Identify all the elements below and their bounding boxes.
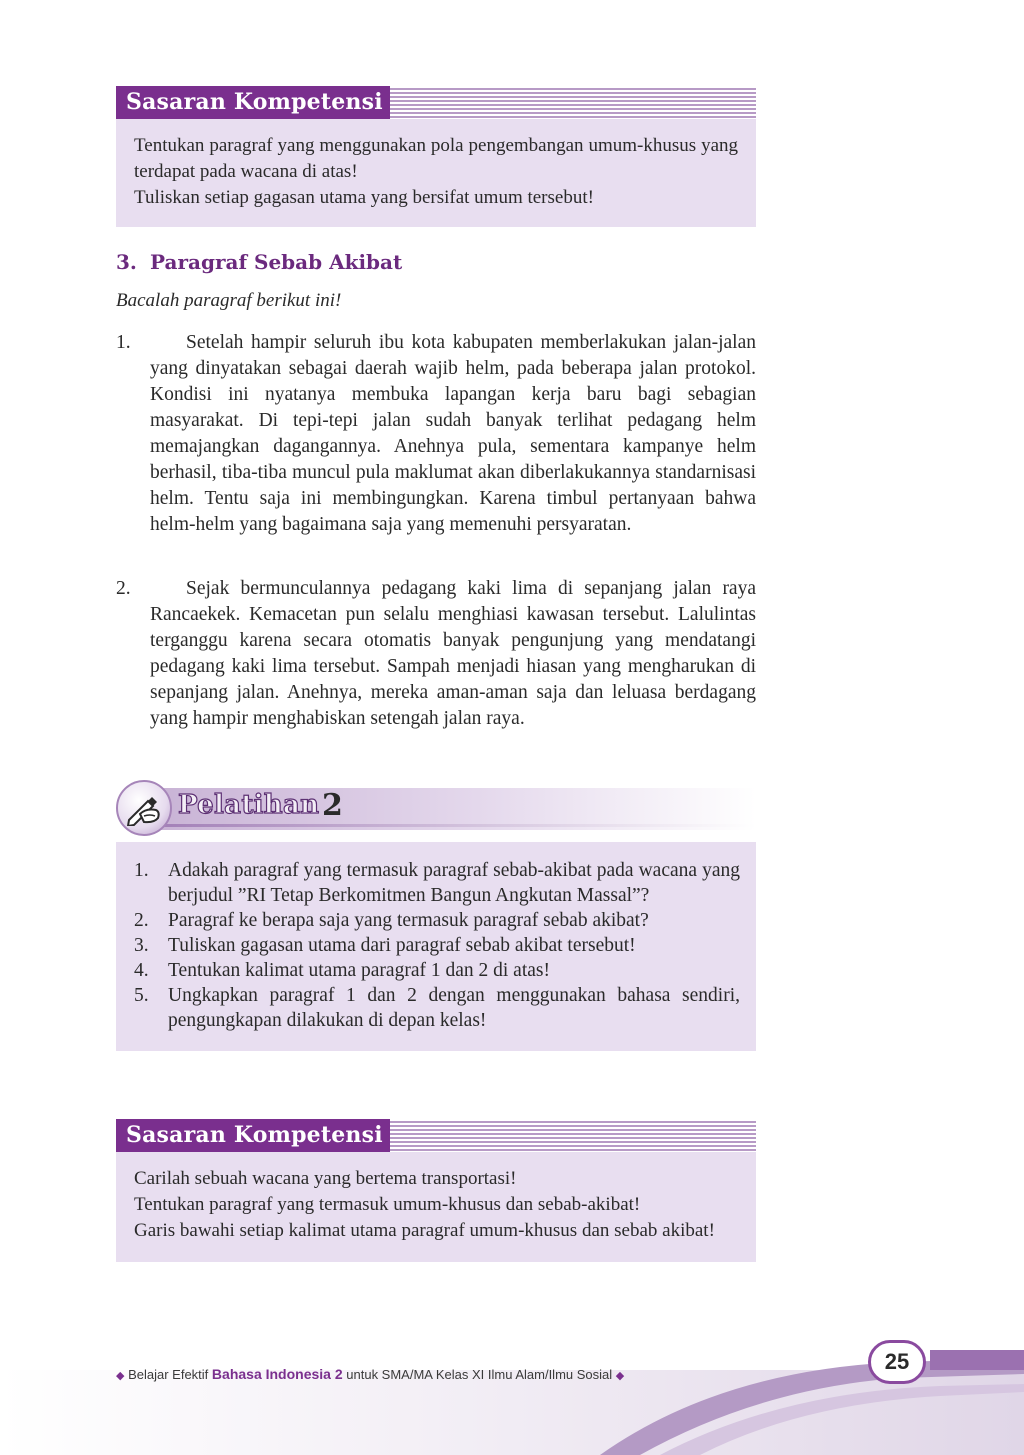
footer-prefix: Belajar Efektif — [128, 1367, 209, 1382]
paragraph-item — [116, 330, 756, 538]
footer-book-title: Bahasa Indonesia 2 — [211, 1366, 343, 1382]
section-heading — [116, 250, 402, 274]
question-number: 5. — [134, 985, 149, 1006]
question-text: Tuliskan gagasan utama dari paragraf sebab akibat tersebut! — [168, 935, 636, 956]
paragraph-list — [116, 330, 756, 538]
question-item — [134, 908, 740, 933]
question-number: 2. — [134, 910, 149, 931]
header-stripes — [390, 86, 756, 119]
sasaran-line: Tentukan paragraf yang termasuk umum-khusus dan sebab-akibat! — [134, 1194, 641, 1215]
sasaran-kompetensi-header — [116, 86, 756, 119]
paragraph-number: 2. — [116, 578, 131, 599]
sasaran-line: Garis bawahi setiap kalimat utama paragraf umum-khusus dan sebab akibat! — [134, 1220, 715, 1241]
sasaran-kompetensi-title: Sasaran Kompetensi — [116, 86, 384, 119]
page-number-badge — [868, 1340, 926, 1384]
question-item — [134, 958, 740, 983]
paragraph-text: Sejak bermunculannya pedagang kaki lima di sepanjang jalan raya Rancaekek. Kemacetan pun selalu menghiasi kawasan tersebut. Lalulintas terganggu karena secara otomatis banyak pengunjung yang mendatangi pedagang kaki lima tersebut. Sampah menjadi hiasan yang mengharukan di sepanjang jalan. Anehnya, mereka aman-aman saja dan leluasa berdagang yang hampir menghabiskan setengah jalan raya. — [150, 578, 756, 729]
question-text: Adakah paragraf yang termasuk paragraf sebab-akibat pada wacana yang berjudul ”RI Tetap Berkomitmen Bangun Angkutan Massal”? — [168, 860, 740, 906]
sasaran-line: Carilah sebuah wacana yang bertema transportasi! — [134, 1168, 517, 1189]
question-number: 1. — [134, 860, 149, 881]
question-number: 4. — [134, 960, 149, 981]
sasaran-kompetensi-box-2 — [116, 1119, 756, 1262]
header-stripes — [390, 1119, 756, 1152]
pelatihan-questions — [116, 842, 756, 1051]
footer-diamond-right: ◆ — [615, 1370, 625, 1382]
question-text: Tentukan kalimat utama paragraf 1 dan 2 di atas! — [168, 960, 550, 981]
sasaran-kompetensi-body — [116, 1152, 756, 1262]
pelatihan-bar-line — [156, 824, 756, 827]
sasaran-kompetensi-header — [116, 1119, 756, 1152]
section-intro: Bacalah paragraf berikut ini! — [116, 290, 342, 311]
question-text: Ungkapkan paragraf 1 dan 2 dengan menggunakan bahasa sendiri, pengungkapan dilakukan di depan kelas! — [168, 985, 740, 1031]
sasaran-kompetensi-body — [116, 119, 756, 227]
paragraph-number: 1. — [116, 332, 131, 353]
footer-diamond-left: ◆ — [116, 1370, 125, 1382]
question-number: 3. — [134, 935, 149, 956]
writing-hand-icon — [126, 792, 162, 826]
pelatihan-title: Pelatihan — [178, 790, 320, 820]
question-item — [134, 933, 740, 958]
sasaran-kompetensi-title: Sasaran Kompetensi — [116, 1119, 384, 1152]
question-text: Paragraf ke berapa saja yang termasuk paragraf sebab akibat? — [168, 910, 649, 931]
pelatihan-banner — [116, 780, 756, 836]
page-number: 25 — [884, 1349, 910, 1374]
paragraph-text: Setelah hampir seluruh ibu kota kabupaten memberlakukan jalan-jalan yang dinyatakan sebagai daerah wajib helm, pada beberapa jalan protokol. Kondisi ini nyatanya membuka lapangan kerja baru bagi sebagian masyarakat. Di tepi-tepi jalan sudah banyak terlihat pedagang helm memajangkan dagangannya. Anehnya pula, sementara kampanye helm berhasil, tiba-tiba muncul pula maklumat akan diberlakukannya standarnisasi helm. Tentu saja ini membingungkan. Karena timbul pertanyaan bahwa helm-helm yang bagaimana saja yang memenuhi persyaratan. — [150, 332, 756, 535]
pelatihan-icon-circle — [116, 780, 172, 836]
section-title: Paragraf Sebab Akibat — [150, 250, 403, 274]
sasaran-line: Tentukan paragraf yang menggunakan pola pengembangan umum-khusus yang terdapat pada wacana di atas! — [134, 135, 738, 182]
footer-text — [116, 1366, 624, 1382]
section-number: 3. — [116, 250, 137, 274]
question-item — [134, 983, 740, 1033]
question-item — [134, 858, 740, 908]
pelatihan-number: 2 — [322, 788, 343, 823]
footer-suffix: untuk SMA/MA Kelas XI Ilmu Alam/Ilmu Sosial — [346, 1367, 613, 1382]
paragraph-item — [116, 576, 756, 732]
paragraph-list — [116, 576, 756, 732]
sasaran-line: Tuliskan setiap gagasan utama yang bersifat umum tersebut! — [134, 187, 594, 208]
sasaran-kompetensi-box-1 — [116, 86, 756, 227]
